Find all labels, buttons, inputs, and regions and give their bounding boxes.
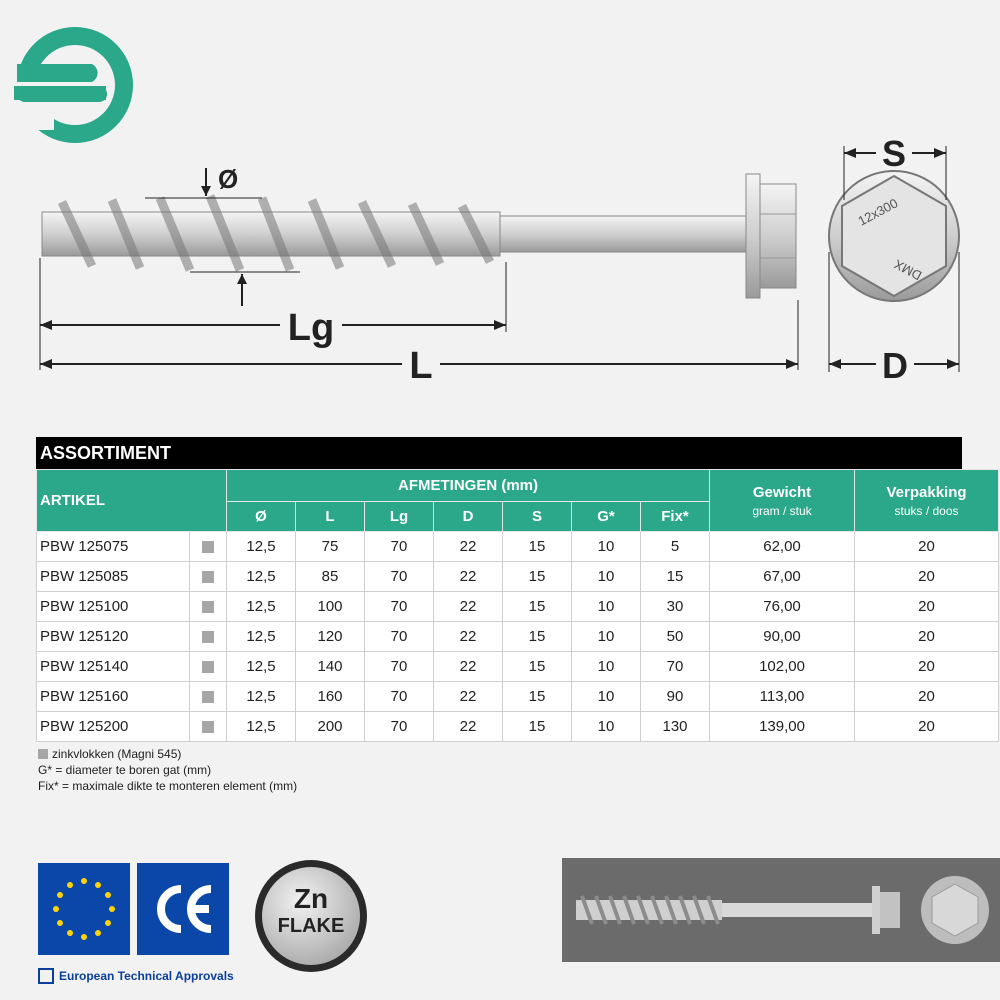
note-fix: Fix* = maximale dikte te monteren element (mm) (38, 779, 298, 793)
cell-diameter: 12,5 (227, 592, 296, 622)
zinc-flake-square-icon (202, 631, 214, 643)
cell-verpakking: 20 (855, 712, 999, 742)
cell-fix: 15 (641, 562, 710, 592)
table-row (37, 682, 999, 712)
cell-d: 22 (434, 652, 503, 682)
cell-finish (190, 652, 227, 682)
cell-lg: 70 (365, 592, 434, 622)
table-title: ASSORTIMENT (36, 437, 962, 469)
cell-finish (190, 562, 227, 592)
table-row (37, 622, 999, 652)
cell-verpakking: 20 (855, 682, 999, 712)
cell-d: 22 (434, 682, 503, 712)
zinc-flake-square-icon (202, 541, 214, 553)
zn-label: Zn (293, 883, 329, 914)
header-lg: Lg (365, 502, 434, 532)
cell-finish (190, 712, 227, 742)
cell-verpakking: 20 (855, 592, 999, 622)
zinc-flake-square-icon (202, 601, 214, 613)
note-finish-text: zinkvlokken (Magni 545) (52, 747, 182, 761)
cell-fix: 5 (641, 532, 710, 562)
screw-technical-drawing (0, 140, 1000, 390)
cell-diameter: 12,5 (227, 532, 296, 562)
cell-d: 22 (434, 622, 503, 652)
cell-d: 22 (434, 562, 503, 592)
flake-label: FLAKE (277, 915, 345, 937)
cell-lg: 70 (365, 682, 434, 712)
header-afmetingen: AFMETINGEN (mm) (227, 470, 710, 502)
cell-diameter: 12,5 (227, 622, 296, 652)
eu-flag-icon (38, 863, 130, 955)
screw-shank (500, 216, 752, 252)
cell-artikel: PBW 125100 (37, 592, 190, 622)
header-gewicht-unit: gram / stuk (752, 503, 812, 518)
checkbox-icon (38, 968, 54, 984)
header-fix: Fix* (641, 502, 710, 532)
cell-s: 15 (503, 562, 572, 592)
cell-l: 140 (296, 652, 365, 682)
cell-s: 15 (503, 592, 572, 622)
header-g: G* (572, 502, 641, 532)
header-verpakking-label: Verpakking (886, 483, 967, 501)
cell-diameter: 12,5 (227, 562, 296, 592)
lg-dimension-label: Lg (287, 307, 335, 349)
screw-head-end-view (829, 171, 959, 301)
header-s: S (503, 502, 572, 532)
cell-fix: 50 (641, 622, 710, 652)
zinc-flake-square-icon (202, 721, 214, 733)
table-row (37, 652, 999, 682)
cell-artikel: PBW 125200 (37, 712, 190, 742)
cell-fix: 130 (641, 712, 710, 742)
cell-g: 10 (572, 652, 641, 682)
cell-fix: 90 (641, 682, 710, 712)
zinc-flake-square-icon (38, 749, 48, 759)
table-row (37, 562, 999, 592)
head-marking-brand: DMX (891, 256, 925, 284)
cell-lg: 70 (365, 562, 434, 592)
screw-head (746, 174, 796, 298)
cell-g: 10 (572, 712, 641, 742)
cell-verpakking: 20 (855, 532, 999, 562)
cell-s: 15 (503, 682, 572, 712)
cell-g: 10 (572, 532, 641, 562)
table-row (37, 592, 999, 622)
header-verpakking-unit: stuks / doos (894, 503, 959, 518)
cell-artikel: PBW 125140 (37, 652, 190, 682)
cell-artikel: PBW 125075 (37, 532, 190, 562)
s-dimension-label: S (881, 140, 907, 174)
d-dimension-label: D (882, 345, 908, 386)
cell-l: 85 (296, 562, 365, 592)
cell-artikel: PBW 125160 (37, 682, 190, 712)
cell-lg: 70 (365, 532, 434, 562)
note-g: G* = diameter te boren gat (mm) (38, 763, 212, 777)
head-marking-size: 12x300 (855, 195, 901, 229)
cell-lg: 70 (365, 622, 434, 652)
cell-g: 10 (572, 622, 641, 652)
cell-finish (190, 532, 227, 562)
cell-gewicht: 102,00 (710, 652, 855, 682)
cell-gewicht: 113,00 (710, 682, 855, 712)
cell-d: 22 (434, 532, 503, 562)
brand-logo-icon (14, 24, 136, 146)
ce-mark-icon (137, 863, 229, 955)
cell-verpakking: 20 (855, 652, 999, 682)
cell-lg: 70 (365, 652, 434, 682)
header-gewicht (710, 470, 855, 532)
cell-gewicht: 90,00 (710, 622, 855, 652)
ce-mark (137, 863, 229, 955)
cell-diameter: 12,5 (227, 682, 296, 712)
table-row (37, 712, 999, 742)
cell-verpakking: 20 (855, 562, 999, 592)
header-gewicht-label: Gewicht (752, 483, 812, 501)
eta-label (38, 968, 234, 984)
cell-gewicht: 62,00 (710, 532, 855, 562)
cell-finish (190, 682, 227, 712)
cell-gewicht: 76,00 (710, 592, 855, 622)
cell-d: 22 (434, 592, 503, 622)
cell-lg: 70 (365, 712, 434, 742)
cell-g: 10 (572, 562, 641, 592)
cell-fix: 70 (641, 652, 710, 682)
cell-l: 120 (296, 622, 365, 652)
cell-diameter: 12,5 (227, 652, 296, 682)
cell-verpakking: 20 (855, 622, 999, 652)
zinc-flake-square-icon (202, 691, 214, 703)
l-dimension-label: L (409, 345, 433, 387)
cell-gewicht: 139,00 (710, 712, 855, 742)
cell-g: 10 (572, 592, 641, 622)
diameter-label: Ø (218, 164, 239, 194)
note-finish (38, 746, 297, 762)
cell-diameter: 12,5 (227, 712, 296, 742)
cell-s: 15 (503, 712, 572, 742)
screw-product-photo (562, 858, 1000, 962)
header-diameter: Ø (227, 502, 296, 532)
header-d: D (434, 502, 503, 532)
table-row (37, 532, 999, 562)
cell-s: 15 (503, 652, 572, 682)
cell-gewicht: 67,00 (710, 562, 855, 592)
cell-finish (190, 622, 227, 652)
header-artikel: ARTIKEL (37, 470, 227, 532)
cell-d: 22 (434, 712, 503, 742)
zn-flake-badge (253, 884, 369, 938)
screw-thread (42, 196, 500, 270)
assortment-table (36, 437, 967, 742)
eta-label-text: European Technical Approvals (59, 969, 234, 983)
cell-l: 160 (296, 682, 365, 712)
cell-finish (190, 592, 227, 622)
zinc-flake-square-icon (202, 571, 214, 583)
cell-s: 15 (503, 532, 572, 562)
cell-artikel: PBW 125085 (37, 562, 190, 592)
table-notes (38, 746, 297, 794)
cell-fix: 30 (641, 592, 710, 622)
cell-artikel: PBW 125120 (37, 622, 190, 652)
cell-s: 15 (503, 622, 572, 652)
cell-l: 100 (296, 592, 365, 622)
zinc-flake-square-icon (202, 661, 214, 673)
cell-g: 10 (572, 682, 641, 712)
cell-l: 75 (296, 532, 365, 562)
cell-l: 200 (296, 712, 365, 742)
header-verpakking (855, 470, 999, 532)
header-l: L (296, 502, 365, 532)
